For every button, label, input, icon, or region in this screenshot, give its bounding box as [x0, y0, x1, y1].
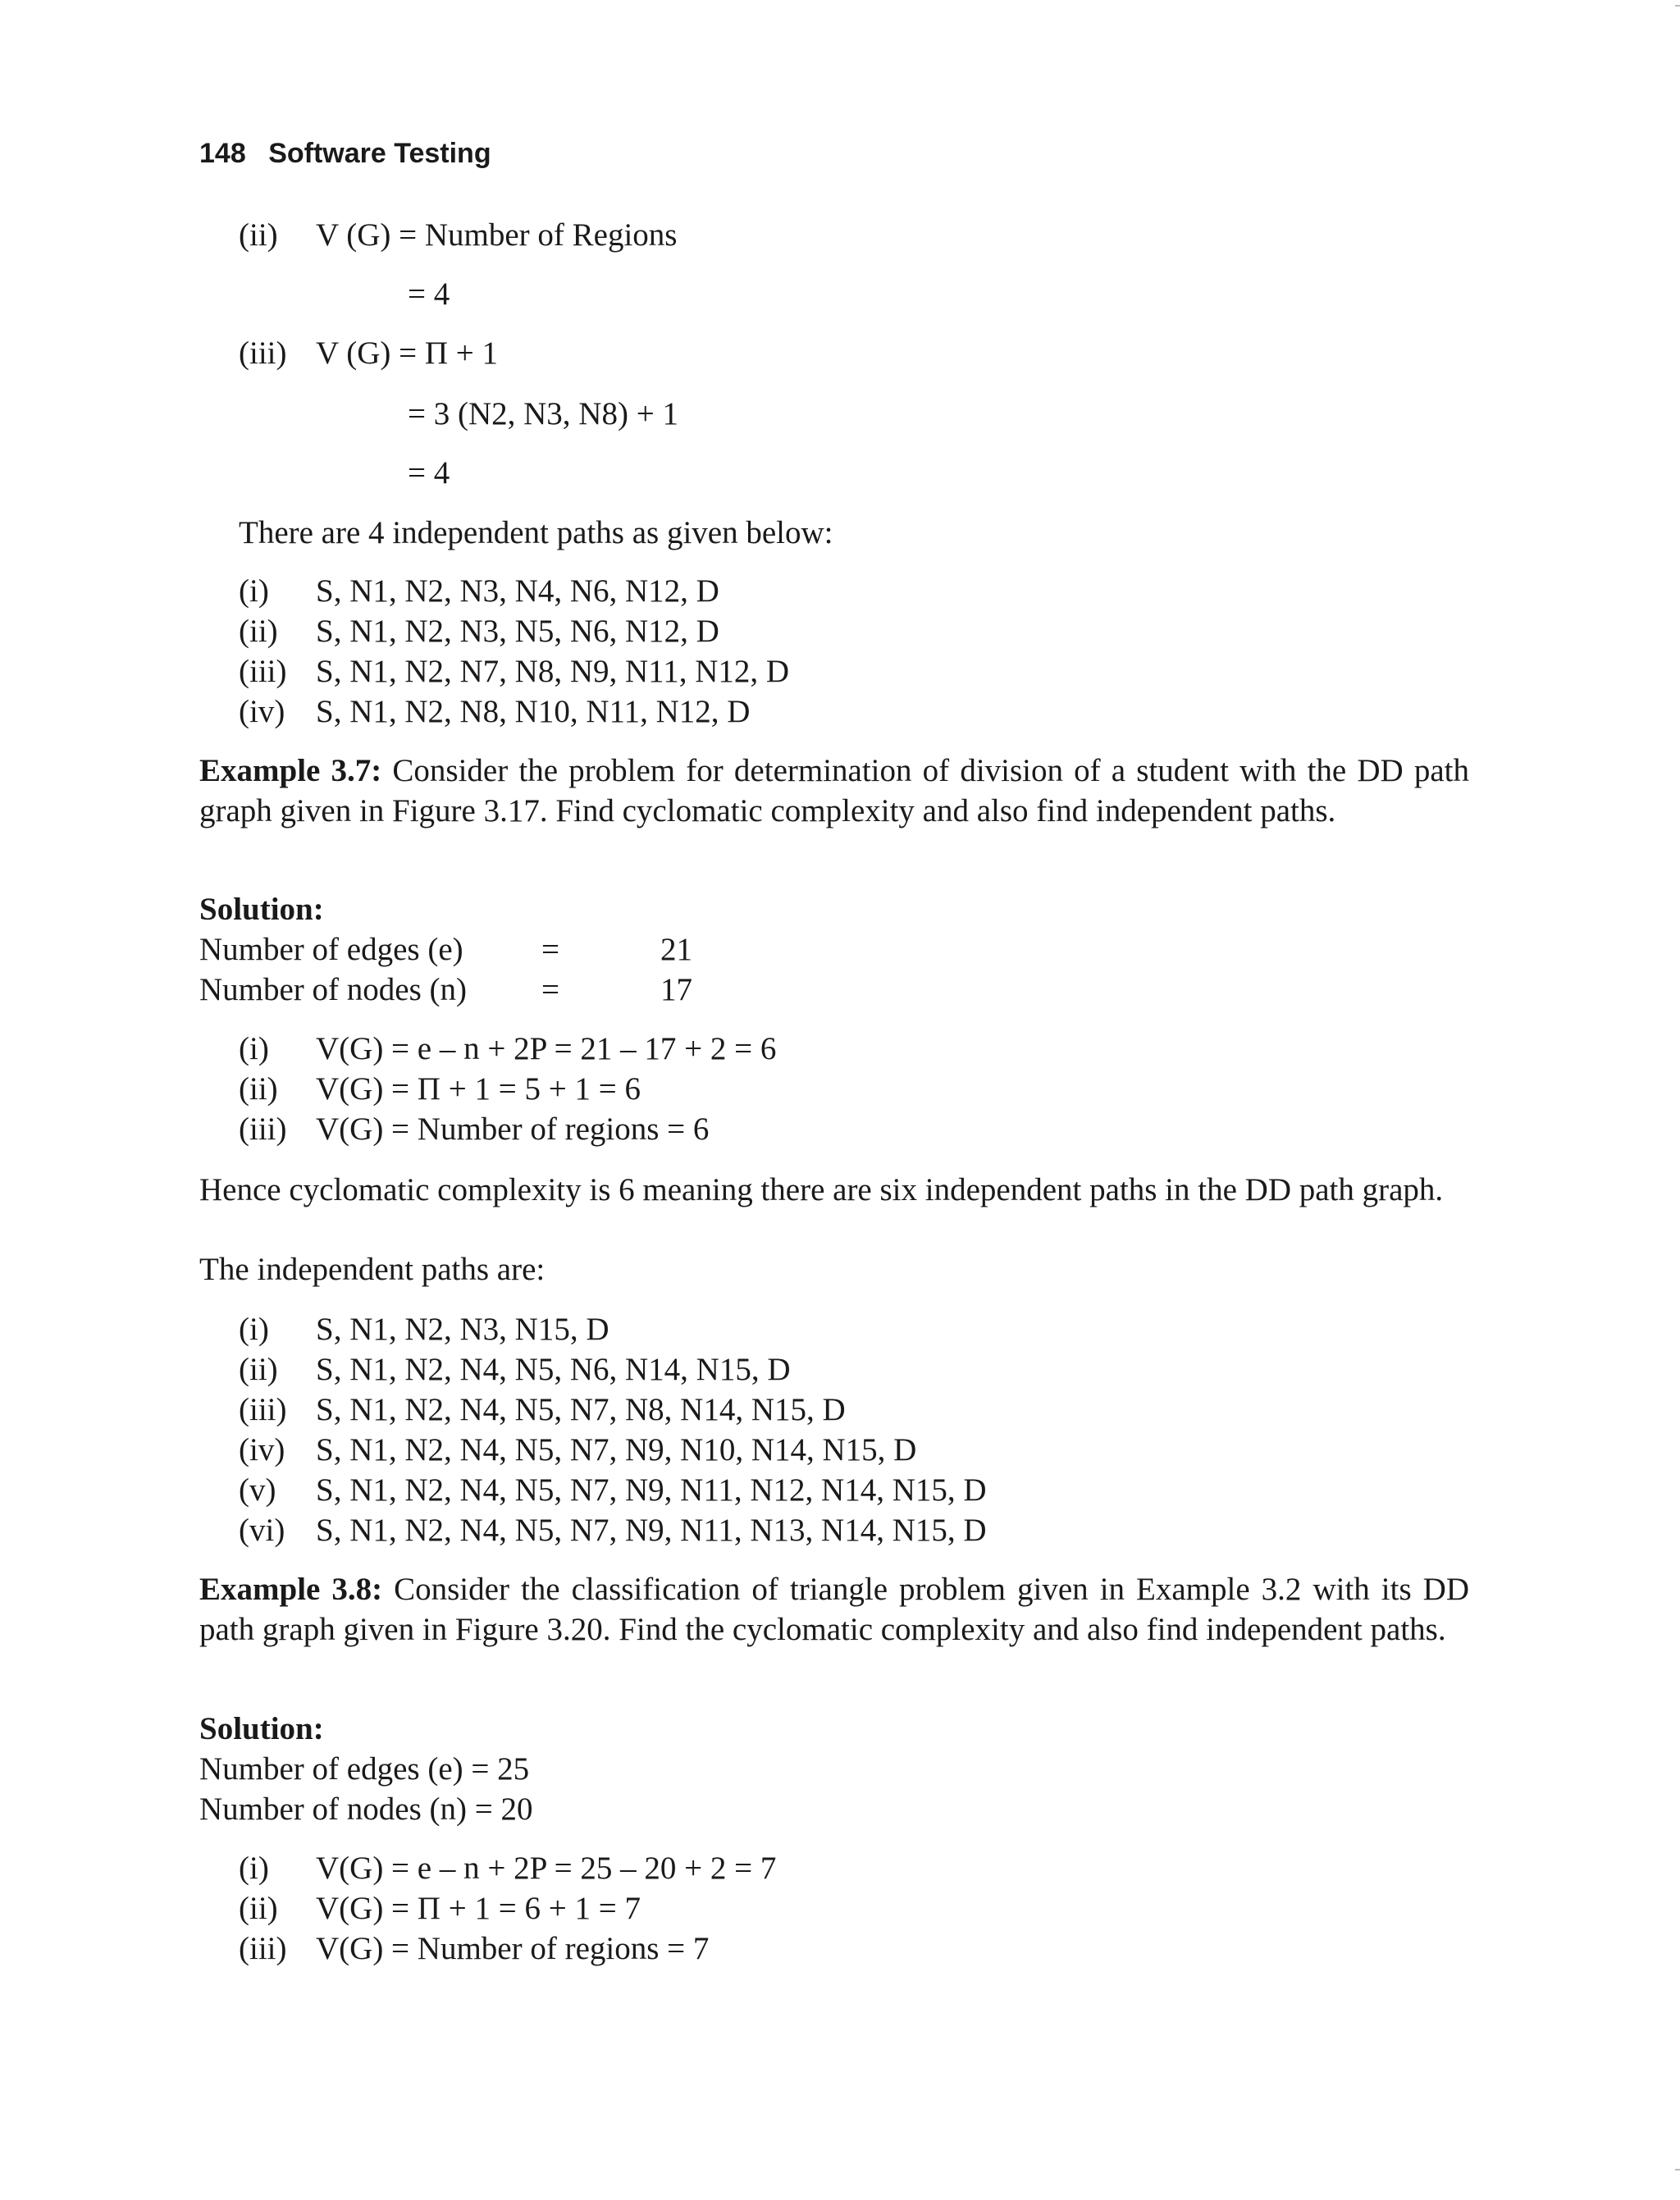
- nodes-label: Number of nodes (n): [199, 972, 467, 1007]
- example-title: Example 3.8:: [199, 1572, 383, 1607]
- calc-text: V(G) = Number of regions = 7: [316, 1931, 710, 1966]
- example-body: Consider the problem for determination of division of a student with the DD path graph given in Figure 3.17. Find cyclomatic complexity and also find independent paths.: [199, 753, 1469, 828]
- edges-value: 21: [660, 932, 692, 967]
- item-label: (iii): [239, 335, 287, 371]
- path-text: S, N1, N2, N3, N5, N6, N12, D: [316, 614, 719, 649]
- example-3-7-paragraph: [199, 751, 1469, 831]
- path-text: S, N1, N2, N3, N4, N6, N12, D: [316, 573, 719, 609]
- nodes-equals: =: [541, 972, 559, 1007]
- calc-label: (i): [239, 1851, 269, 1886]
- edges-line: Number of edges (e) = 25: [199, 1751, 530, 1787]
- formula-step: = 3 (N2, N3, N8) + 1: [408, 396, 678, 431]
- calc-text: V(G) = Number of regions = 6: [316, 1111, 710, 1147]
- solution-heading: Solution:: [199, 892, 324, 927]
- crop-mark: [1675, 5, 1680, 7]
- running-header: [199, 138, 491, 170]
- formula-result: = 4: [408, 455, 450, 491]
- path-label: (ii): [239, 614, 278, 649]
- calc-text: V(G) = Π + 1 = 5 + 1 = 6: [316, 1071, 641, 1107]
- nodes-value: 17: [660, 972, 692, 1007]
- formula: V (G) = Π + 1: [316, 335, 499, 371]
- path-label: (iii): [239, 654, 287, 689]
- path-label: (ii): [239, 1352, 278, 1387]
- formula: V (G) = Number of Regions: [316, 217, 678, 253]
- path-text: S, N1, N2, N3, N15, D: [316, 1312, 609, 1347]
- solution-heading: Solution:: [199, 1711, 324, 1746]
- path-label: (i): [239, 1312, 269, 1347]
- calc-text: V(G) = e – n + 2P = 21 – 17 + 2 = 6: [316, 1031, 777, 1066]
- path-text: S, N1, N2, N7, N8, N9, N11, N12, D: [316, 654, 790, 689]
- formula-result: = 4: [408, 276, 450, 312]
- path-label: (iv): [239, 694, 285, 729]
- path-label: (i): [239, 573, 269, 609]
- path-text: S, N1, N2, N4, N5, N7, N9, N11, N13, N14, N15, D: [316, 1513, 987, 1548]
- edges-label: Number of edges (e): [199, 932, 463, 967]
- example-body: Consider the classification of triangle problem given in Example 3.2 with its DD path graph given in Figure 3.20. Find the cyclomatic complexity and also find independent paths.: [199, 1572, 1469, 1647]
- path-text: S, N1, N2, N8, N10, N11, N12, D: [316, 694, 751, 729]
- calc-text: V(G) = e – n + 2P = 25 – 20 + 2 = 7: [316, 1851, 777, 1886]
- book-title: Software Testing: [268, 138, 491, 169]
- page-number: 148: [199, 138, 246, 169]
- example-3-8-paragraph: [199, 1569, 1469, 1650]
- example-title: Example 3.7:: [199, 753, 382, 788]
- nodes-line: Number of nodes (n) = 20: [199, 1791, 533, 1827]
- path-text: S, N1, N2, N4, N5, N6, N14, N15, D: [316, 1352, 791, 1387]
- crop-mark: [1675, 2169, 1680, 2170]
- edges-equals: =: [541, 932, 559, 967]
- path-label: (vi): [239, 1513, 285, 1548]
- path-label: (iii): [239, 1392, 287, 1427]
- paragraph: The independent paths are:: [199, 1252, 546, 1287]
- calc-label: (ii): [239, 1071, 278, 1107]
- path-text: S, N1, N2, N4, N5, N7, N9, N10, N14, N15, D: [316, 1432, 917, 1467]
- calc-label: (iii): [239, 1931, 287, 1966]
- path-label: (iv): [239, 1432, 285, 1467]
- calc-label: (iii): [239, 1111, 287, 1147]
- calc-text: V(G) = Π + 1 = 6 + 1 = 7: [316, 1891, 641, 1926]
- hence-paragraph: Hence cyclomatic complexity is 6 meaning there are six independent paths in the DD path graph.: [199, 1172, 1444, 1207]
- calc-label: (ii): [239, 1891, 278, 1926]
- path-text: S, N1, N2, N4, N5, N7, N9, N11, N12, N14, N15, D: [316, 1472, 987, 1508]
- item-label: (ii): [239, 217, 278, 253]
- paragraph: There are 4 independent paths as given below:: [239, 515, 833, 550]
- calc-label: (i): [239, 1031, 269, 1066]
- path-label: (v): [239, 1472, 276, 1508]
- path-text: S, N1, N2, N4, N5, N7, N8, N14, N15, D: [316, 1392, 846, 1427]
